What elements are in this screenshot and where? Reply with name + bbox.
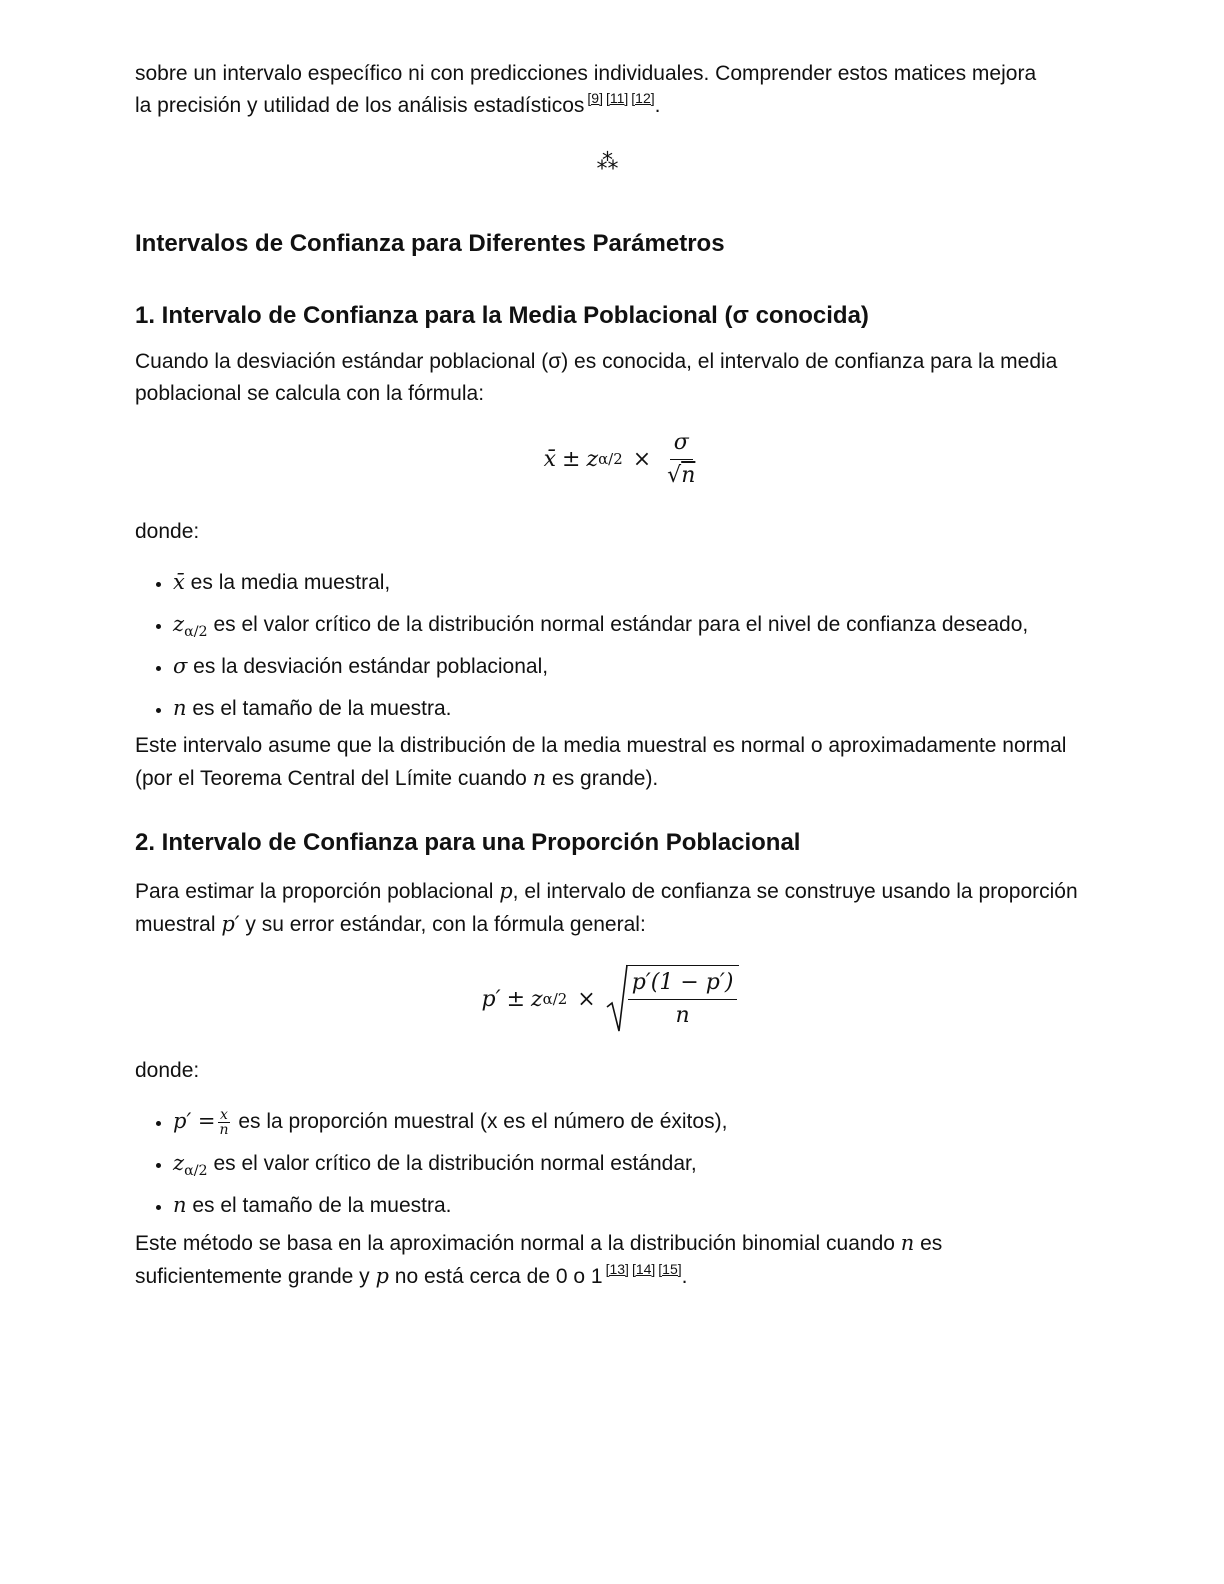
document-page	[135, 58, 1080, 1293]
radical-sign-icon	[606, 963, 628, 1035]
intro-line-2: la precisión y utilidad de los análisis estadísticos	[135, 94, 585, 117]
square-root: $\frac{p'(1 - p')}{n}$	[606, 963, 740, 1035]
citation-link[interactable]: [13]	[605, 1261, 629, 1277]
proportion-intro-paragraph: Para estimar la proporción poblacional p, el intervalo de confianza se construye usando la proporción muestral p′ y su error estándar, con la fórmula general:	[135, 879, 1078, 936]
mean-ci-formula: x̄ ± z α/2 × $\frac{\sigma}{√n}$	[135, 424, 1080, 494]
sigma-over-sqrt-n: $\frac{\sigma}{√n}$	[667, 429, 696, 488]
proportion-definitions-list	[135, 1105, 1080, 1222]
citation-link[interactable]: [9]	[587, 90, 603, 106]
citation-link[interactable]: [15]	[658, 1261, 682, 1277]
where-label: donde:	[135, 1059, 200, 1082]
citation-link[interactable]: [11]	[605, 90, 629, 106]
mean-definitions-list	[135, 566, 1080, 725]
citation-link[interactable]: [14]	[631, 1261, 656, 1277]
intro-paragraph: sobre un intervalo específico ni con predicciones individuales. Comprender estos matices mejora la precisión y utilidad de los análisis estadísticos [9] [11] [12].	[135, 62, 1037, 117]
subsection-title-mean: 1. Intervalo de Confianza para la Media Poblacional (σ conocida)	[135, 302, 869, 329]
where-label: donde:	[135, 520, 200, 543]
proportion-ci-formula: p′ ± z α/2 × $\frac{p'(1 - p')}{n}$	[135, 959, 1080, 1039]
citation-link[interactable]: [12]	[631, 90, 655, 106]
list-item: • $z_{\alpha/2}$ es el valor crítico de la distribución normal estándar,	[173, 1147, 1080, 1180]
list-item: • p′ = $\frac{x}{n}$ es la proporción muestral (x es el número de éxitos),	[173, 1105, 1080, 1138]
section-title: Intervalos de Confianza para Diferentes Parámetros	[135, 230, 725, 257]
list-item: • x̄ es la media muestral,	[173, 566, 1080, 599]
intro-line-1: sobre un intervalo específico ni con predicciones individuales. Comprender estos matices mejora	[135, 62, 1037, 85]
section-divider: ⁂	[596, 149, 619, 174]
proportion-closing-paragraph: Este método se basa en la aproximación normal a la distribución binomial cuando n es suficientemente grande y p no está cerca de 0 o 1 [13] [14] [15].	[135, 1231, 943, 1288]
mean-intro-paragraph: Cuando la desviación estándar poblacional (σ) es conocida, el intervalo de confianza para la media poblacional se calcula con la fórmula:	[135, 350, 1058, 405]
subsection-title-proportion: 2. Intervalo de Confianza para una Proporción Poblacional	[135, 829, 801, 856]
list-item: • n es el tamaño de la muestra.	[173, 1189, 1080, 1222]
list-item: • $z_{\alpha/2}$ es el valor crítico de la distribución normal estándar para el nivel de confianza deseado,	[173, 608, 1080, 641]
list-item: • n es el tamaño de la muestra.	[173, 692, 1080, 725]
list-item: • σ es la desviación estándar poblacional,	[173, 650, 1080, 683]
mean-closing-paragraph: Este intervalo asume que la distribución de la media muestral es normal o aproximadamente normal (por el Teorema Central del Límite cuando n es grande).	[135, 734, 1067, 790]
